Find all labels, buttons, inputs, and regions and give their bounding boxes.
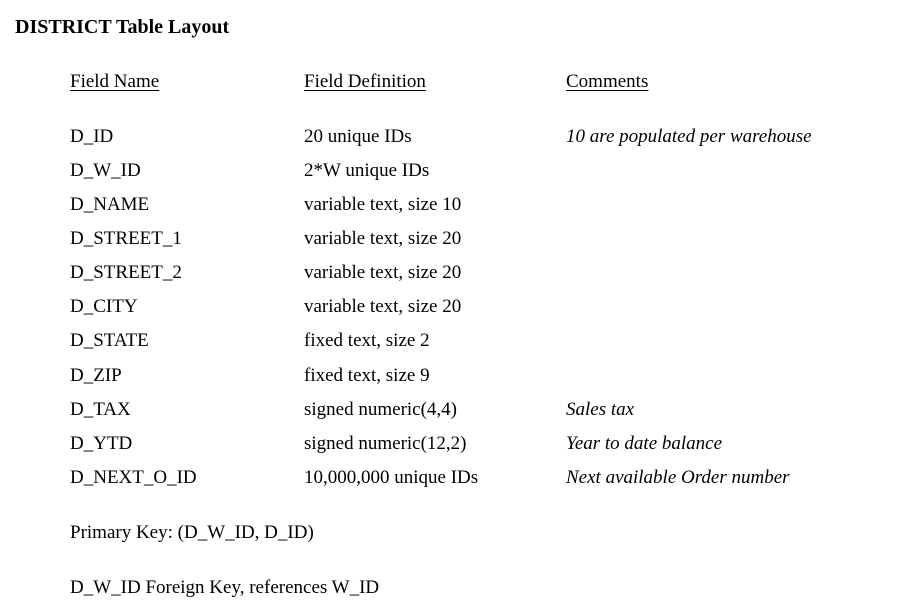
row-comment: Next available Order number — [566, 467, 790, 488]
row-field-definition: signed numeric(12,2) — [304, 433, 467, 454]
header-field-definition: Field Definition — [304, 71, 426, 92]
row-field-definition: 20 unique IDs — [304, 126, 412, 147]
row-field-name: D_NEXT_O_ID — [70, 467, 197, 488]
row-field-definition: variable text, size 20 — [304, 228, 462, 249]
header-comments: Comments — [566, 71, 649, 92]
row-field-definition: fixed text, size 9 — [304, 365, 430, 386]
row-comment: Sales tax — [566, 399, 635, 420]
row-field-definition: fixed text, size 2 — [304, 330, 430, 351]
row-field-name: D_TAX — [70, 399, 131, 420]
foreign-key-note: D_W_ID Foreign Key, references W_ID — [70, 577, 380, 598]
row-field-definition: variable text, size 20 — [304, 262, 462, 283]
row-field-definition: variable text, size 10 — [304, 194, 462, 215]
row-field-name: D_CITY — [70, 296, 138, 317]
row-field-name: D_STREET_1 — [70, 228, 182, 249]
row-field-definition: variable text, size 20 — [304, 296, 462, 317]
primary-key-note: Primary Key: (D_W_ID, D_ID) — [70, 522, 314, 543]
row-field-definition: signed numeric(4,4) — [304, 399, 458, 420]
row-field-name: D_STATE — [70, 330, 149, 351]
header-field-name: Field Name — [70, 71, 160, 92]
page-title: DISTRICT Table Layout — [15, 16, 230, 38]
row-field-name: D_STREET_2 — [70, 262, 182, 283]
row-field-name: D_NAME — [70, 194, 150, 215]
row-field-name: D_W_ID — [70, 160, 141, 181]
row-comment: 10 are populated per warehouse — [566, 126, 812, 147]
row-field-definition: 10,000,000 unique IDs — [304, 467, 479, 488]
row-field-name: D_ZIP — [70, 365, 122, 386]
row-field-definition: 2*W unique IDs — [304, 160, 430, 181]
row-comment: Year to date balance — [566, 433, 723, 454]
row-field-name: D_YTD — [70, 433, 133, 454]
row-field-name: D_ID — [70, 126, 114, 147]
